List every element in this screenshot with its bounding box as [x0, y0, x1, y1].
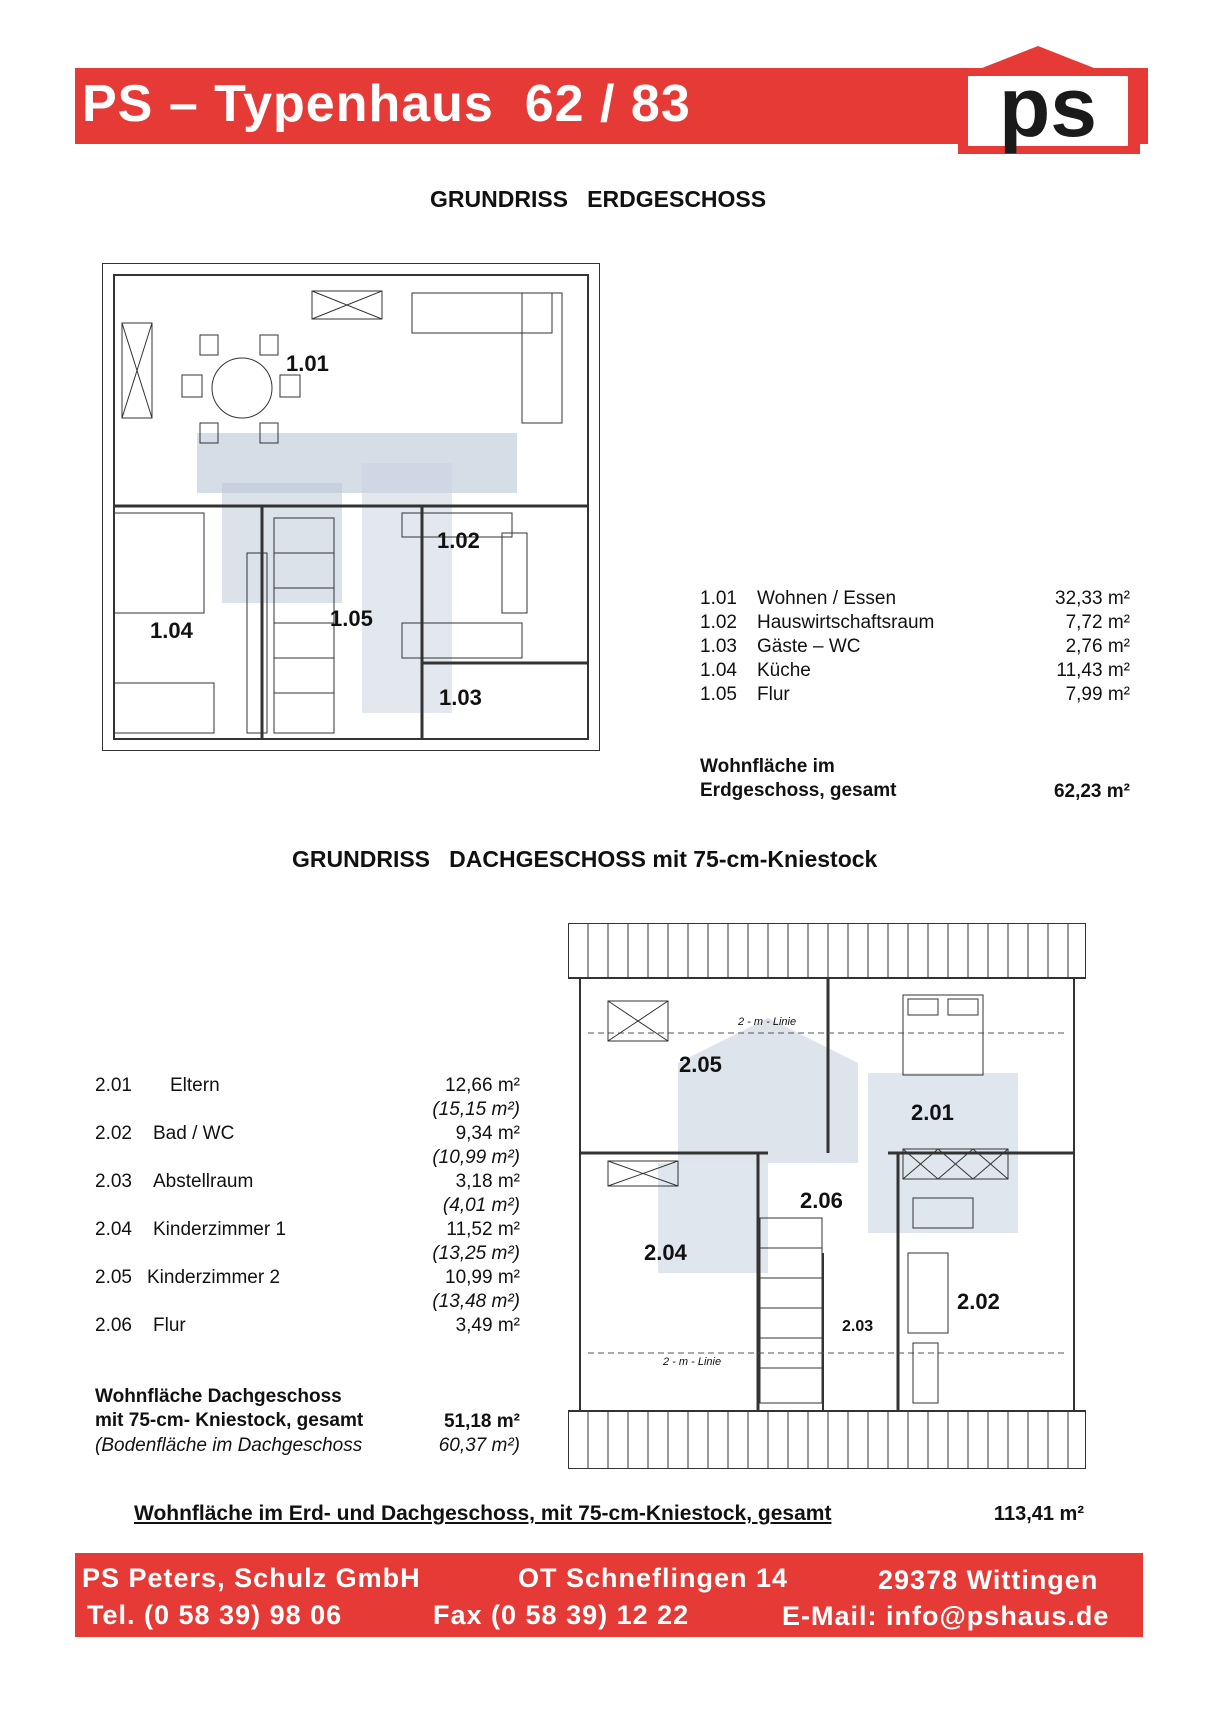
- room-area: 3,18 m²: [455, 1171, 520, 1192]
- room-floor-area: (13,48 m²): [432, 1291, 520, 1312]
- attic-floor-area-value: 60,37 m²): [438, 1435, 520, 1456]
- footer-street: OT Schneflingen 14: [518, 1563, 789, 1593]
- grand-total-label: Wohnfläche im Erd- und Dachgeschoss, mit 75-cm-Kniestock, gesamt: [134, 1502, 832, 1525]
- room-area: 9,34 m²: [455, 1123, 520, 1144]
- ground-floor-area-table: [700, 588, 1130, 728]
- plan-label-1-03: 1.03: [439, 685, 482, 710]
- room-name: Flur: [757, 684, 790, 705]
- room-area: 2,76 m²: [1065, 636, 1130, 657]
- room-floor-area: (10,99 m²): [432, 1147, 520, 1168]
- room-number: 2.03: [95, 1171, 132, 1192]
- room-name: Bad / WC: [153, 1123, 235, 1144]
- room-floor-area: (15,15 m²): [432, 1099, 520, 1120]
- room-name: Hauswirtschaftsraum: [757, 612, 935, 633]
- room-floor-area: (4,01 m²): [442, 1195, 520, 1216]
- two-m-line-label-top: 2 - m - Linie: [738, 1016, 797, 1028]
- ground-floor-total-label-2: Erdgeschoss, gesamt: [700, 780, 897, 801]
- plan-label-2-04: 2.04: [644, 1240, 687, 1265]
- room-name: Küche: [757, 660, 811, 681]
- ground-floor-plan: [102, 263, 600, 751]
- ground-floor-title: GRUNDRISS ERDGESCHOSS: [430, 186, 767, 212]
- plan-label-2-06: 2.06: [800, 1188, 843, 1213]
- attic-total-value: 51,18 m²: [443, 1411, 520, 1432]
- room-name: Kinderzimmer 1: [153, 1219, 287, 1240]
- room-name: Kinderzimmer 2: [147, 1267, 281, 1288]
- footer-fax: Fax (0 58 39) 12 22: [433, 1600, 690, 1630]
- footer-email[interactable]: E-Mail: info@pshaus.de: [782, 1601, 1110, 1631]
- room-area: 11,43 m²: [1056, 660, 1130, 681]
- room-name: Eltern: [170, 1075, 220, 1096]
- room-number: 1.05: [700, 684, 737, 705]
- attic-total-label-2: mit 75-cm- Kniestock, gesamt: [95, 1410, 364, 1431]
- plan-label-2-05: 2.05: [679, 1052, 722, 1077]
- room-area: 7,99 m²: [1065, 684, 1130, 705]
- logo-text: ps: [998, 60, 1098, 154]
- room-name: Flur: [153, 1315, 186, 1336]
- plan-label-2-03: 2.03: [842, 1318, 874, 1335]
- room-area: 32,33 m²: [1055, 588, 1130, 609]
- plan-label-1-05: 1.05: [330, 606, 373, 631]
- two-m-line-label-bottom: 2 - m - Linie: [663, 1356, 722, 1368]
- plan-label-1-01: 1.01: [286, 351, 329, 376]
- room-area: 3,49 m²: [455, 1315, 520, 1336]
- room-number: 2.01: [95, 1075, 132, 1096]
- plan-label-1-02: 1.02: [437, 528, 480, 553]
- footer-company: PS Peters, Schulz GmbH: [82, 1563, 421, 1593]
- room-number: 1.03: [700, 636, 737, 657]
- room-number: 2.06: [95, 1315, 132, 1336]
- ps-logo: [958, 44, 1140, 154]
- room-area: 7,72 m²: [1065, 612, 1130, 633]
- grand-total-value: 113,41 m²: [993, 1503, 1084, 1525]
- room-number: 2.05: [95, 1267, 132, 1288]
- attic-floor-area-label: (Bodenfläche im Dachgeschoss: [95, 1435, 363, 1456]
- room-number: 2.04: [95, 1219, 132, 1240]
- room-number: 1.02: [700, 612, 737, 633]
- room-name: Gäste – WC: [757, 636, 861, 657]
- room-area: 12,66 m²: [445, 1075, 520, 1096]
- plan-label-2-02: 2.02: [957, 1289, 1000, 1314]
- room-area: 10,99 m²: [445, 1267, 520, 1288]
- attic-floor-area-table: [95, 1075, 520, 1345]
- room-area: 11,52 m²: [446, 1219, 520, 1240]
- plan-label-1-04: 1.04: [150, 618, 193, 643]
- page-title: PS – Typenhaus 62 / 83: [82, 75, 691, 133]
- room-number: 1.01: [700, 588, 737, 609]
- room-number: 1.04: [700, 660, 737, 681]
- room-name: Abstellraum: [153, 1171, 254, 1192]
- ground-floor-total-value: 62,23 m²: [1053, 781, 1130, 802]
- room-number: 2.02: [95, 1123, 132, 1144]
- footer-city: 29378 Wittingen: [878, 1565, 1099, 1595]
- ground-floor-total-label-1: Wohnfläche im: [700, 756, 835, 777]
- footer-phone: Tel. (0 58 39) 98 06: [87, 1600, 343, 1630]
- attic-total-label-1: Wohnfläche Dachgeschoss: [95, 1386, 342, 1407]
- attic-floor-title: GRUNDRISS DACHGESCHOSS mit 75-cm-Kniestock: [292, 846, 878, 872]
- attic-floor-plan: [568, 923, 1086, 1469]
- plan-label-2-01: 2.01: [911, 1100, 954, 1125]
- room-name: Wohnen / Essen: [757, 588, 897, 609]
- room-floor-area: (13,25 m²): [432, 1243, 520, 1264]
